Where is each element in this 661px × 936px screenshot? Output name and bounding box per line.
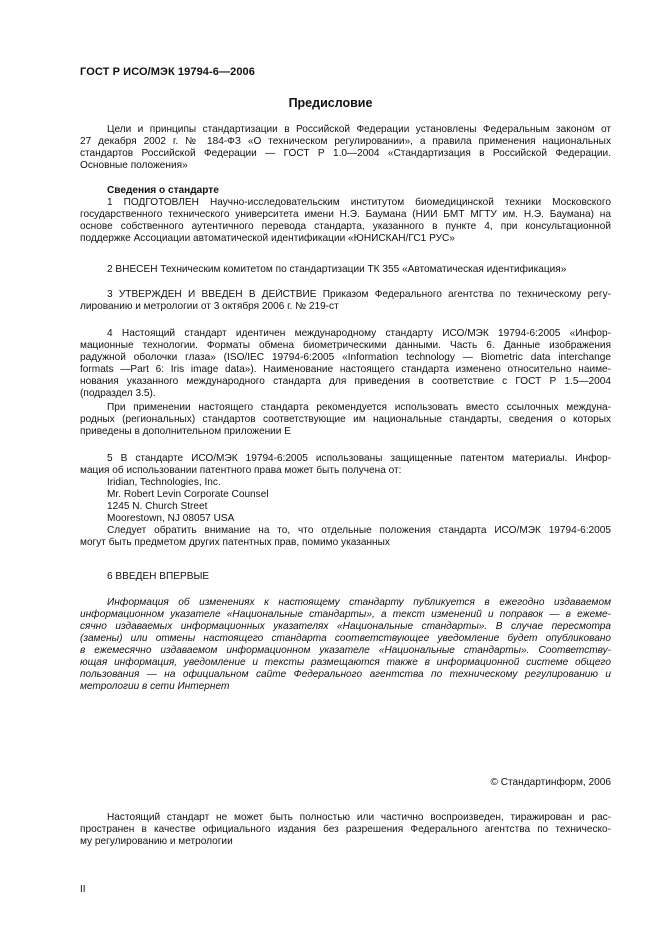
address-line: Iridian, Technologies, Inc.	[107, 477, 221, 488]
paragraph-4	[80, 328, 611, 400]
text-line: поддержке Ассоциации автоматической идентификации «ЮНИСКАН/ГС1 РУС»	[80, 233, 455, 244]
paragraph-2	[80, 264, 611, 276]
text-line: пространен в качестве официального издания без разрешения Федерального агентства по техническо-	[80, 824, 611, 835]
text-line: стандартов Российской Федерации — ГОСТ Р 1.0—2004 «Стандартизация в Российской Федерации.	[80, 148, 611, 159]
copyright	[80, 777, 611, 789]
text-line: 4 Настоящий стандарт идентичен международному стандарту ИСО/МЭК 19794-6:2005 «Инфор-	[107, 328, 611, 339]
text-line: метрологии в сети Интернет	[80, 681, 230, 692]
text-line: 27 декабря 2002 г. № 184-ФЗ «О техническом регулировании», а правила применения национальных	[80, 136, 611, 147]
text-line: государственного технического университета имени Н.Э. Баумана (НИИ БМТ МГТУ им. Н.Э. Баумана) на	[80, 209, 611, 220]
page-number: II	[80, 884, 86, 895]
address-line: Moorestown, NJ 08057 USA	[107, 513, 235, 524]
paragraph-3	[80, 289, 611, 313]
text-line: Настоящий стандарт не может быть полностью или частично воспроизведен, тиражирован и рас-	[107, 812, 611, 823]
text-line: При применении настоящего стандарта рекомендуется использовать вместо ссылочных междуна-	[107, 402, 611, 413]
text-line: 1 ПОДГОТОВЛЕН Научно-исследовательским институтом биомедицинской техники Московского	[107, 197, 611, 208]
text-line: 6 ВВЕДЕН ВПЕРВЫЕ	[107, 571, 210, 582]
text-line: Основные положения»	[80, 160, 188, 171]
address-line: Mr. Robert Levin Corporate Counsel	[107, 489, 269, 500]
text-line: (подраздел 3.5).	[80, 388, 156, 399]
text-line: радужной оболочки глаза» (ISO/IEC 19794-6:2005 «Information technology — Biometric data interchange	[80, 352, 611, 363]
document-header: ГОСТ Р ИСО/МЭК 19794-6—2006	[80, 66, 255, 78]
text-line: в ежемесячно издаваемом информационном указателе «Национальные стандарты». Соответству-	[80, 645, 611, 656]
text-line: (замены) или отмены настоящего стандарта соответствующее уведомление будет опубликовано	[80, 633, 611, 644]
text-line: информационном указателе «Национальные стандарты», а текст изменений и поправок — в ежеме-	[80, 609, 611, 620]
address-line: 1245 N. Church Street	[107, 501, 208, 512]
text-line: мационные технологии. Форматы обмена биометрическими данными. Часть 6. Данные изображения	[80, 340, 611, 351]
text-line: лированию и метрологии от 3 октября 2006 г. № 219-ст	[80, 301, 339, 312]
text-line: 5 В стандарте ИСО/МЭК 19794-6:2005 использованы защищенные патентом материалы. Инфор-	[107, 453, 611, 464]
paragraph-5	[80, 453, 611, 549]
reproduction-notice	[80, 812, 611, 848]
paragraph-4-note	[80, 402, 611, 438]
text-line: приведены в дополнительном приложении Е	[80, 426, 291, 437]
text-line: мация об использовании патентного права может быть получена от:	[80, 465, 402, 476]
text-line: formats —Part 6: Iris image data»). Наименование настоящего стандарта изменено относительно наиме-	[80, 364, 611, 375]
paragraph-6	[80, 571, 611, 583]
text-line: сячно издаваемых информационных указателях «Национальные стандарты». В случае пересмотра	[80, 621, 611, 632]
text-line: могут быть предметом других патентных прав, помимо указанных	[80, 537, 390, 548]
section-heading: Сведения о стандарте	[107, 185, 219, 196]
change-information	[80, 597, 611, 693]
text-line: нования указанного международного стандарта для приведения в соответствие с ГОСТ Р 1.5—2004	[80, 376, 611, 387]
text-line: Цели и принципы стандартизации в Российской Федерации установлены Федеральным законом от	[107, 124, 611, 135]
copyright-text: © Стандартинформ, 2006	[490, 777, 611, 788]
page-title: Предисловие	[288, 96, 373, 110]
text-line: ющая информация, уведомление и тексты размещаются также в информационной системе общего	[80, 657, 611, 668]
text-line: 2 ВНЕСЕН Техническим комитетом по стандартизации ТК 355 «Автоматическая идентификация»	[107, 264, 567, 275]
text-line: 3 УТВЕРЖДЕН И ВВЕДЕН В ДЕЙСТВИЕ Приказом Федерального агентства по техническому регу-	[107, 289, 611, 300]
text-line: Информация об изменениях к настоящему стандарту публикуется в ежегодно издаваемом	[107, 597, 611, 608]
text-line: основе собственного аутентичного перевода стандарта, указанного в пункте 4, при консультационной	[80, 221, 611, 232]
text-line: му регулированию и метрологии	[80, 836, 233, 847]
text-line: Следует обратить внимание на то, что отдельные положения стандарта ИСО/МЭК 19794-6:2005	[107, 525, 611, 536]
standard-info-section	[80, 185, 611, 245]
intro-paragraph	[80, 124, 611, 172]
text-line: пользования — на официальном сайте Федерального агентства по техническому регулированию и	[80, 669, 611, 680]
text-line: родных (региональных) стандартов соответствующие им национальные стандарты, сведения о которых	[80, 414, 611, 425]
